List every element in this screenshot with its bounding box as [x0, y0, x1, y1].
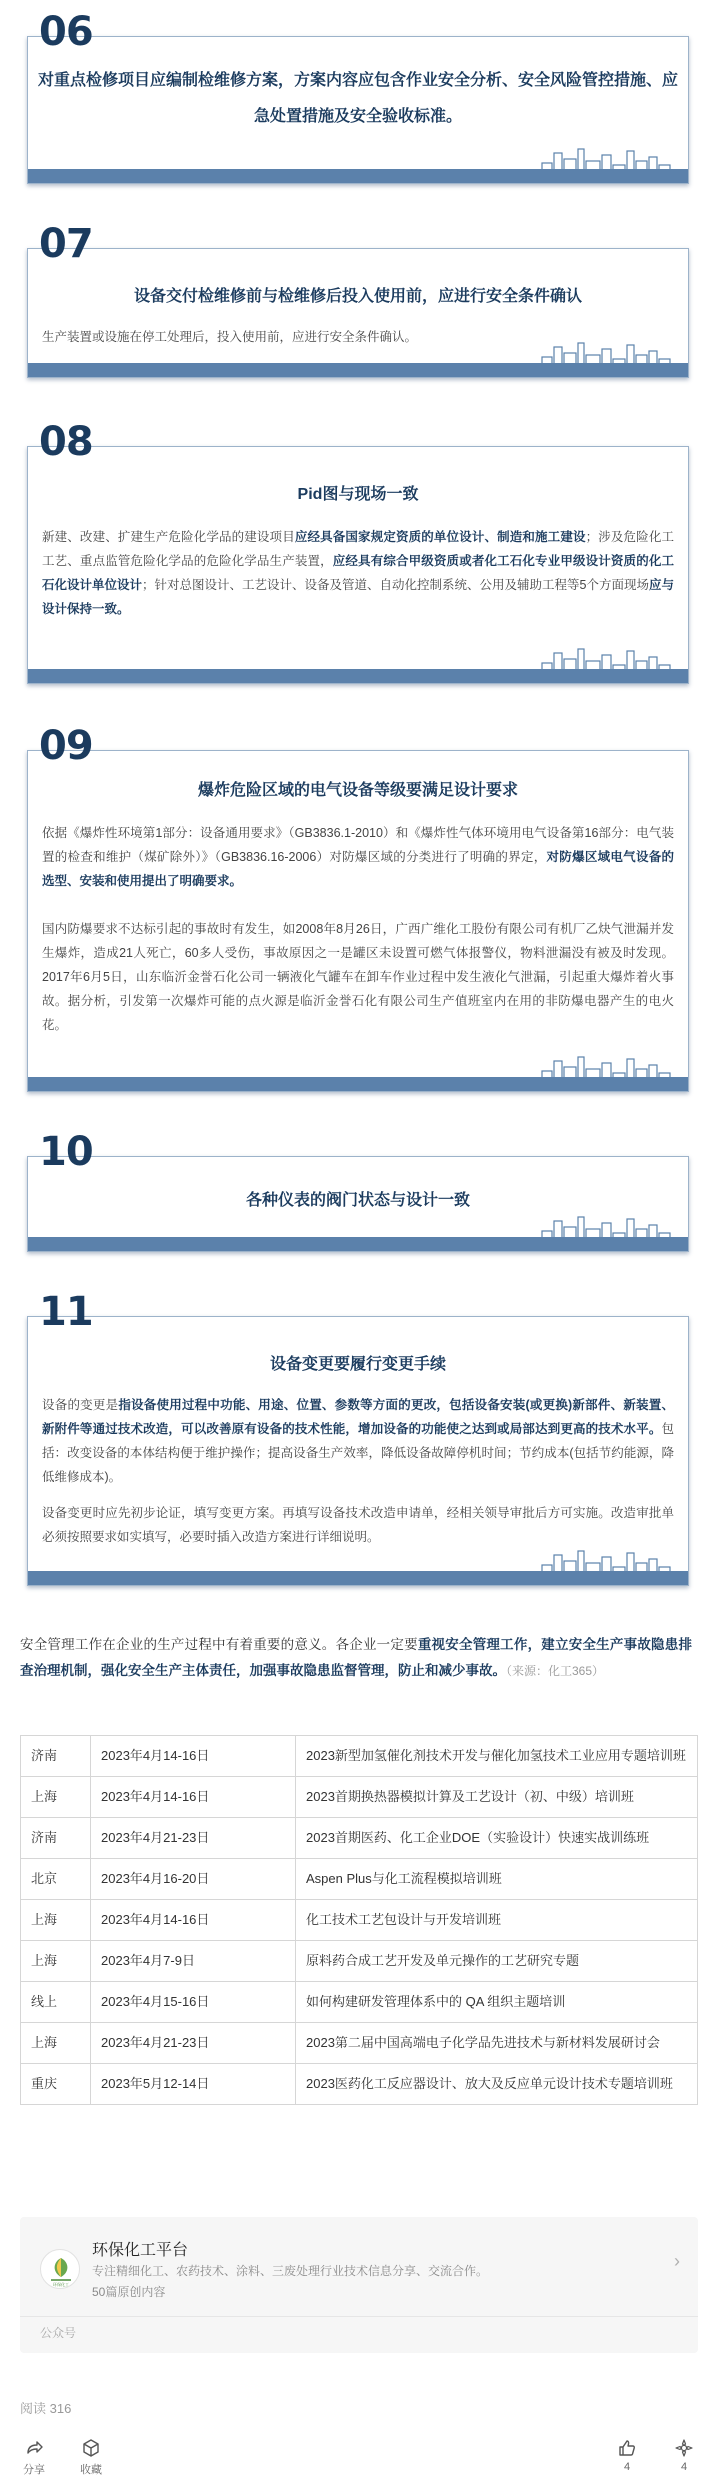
logo-lettering: 环保化工 — [53, 2282, 69, 2287]
bottom-action-bar — [0, 2438, 711, 2490]
section-number: 07 — [39, 221, 93, 267]
body-text: 新建、改建、扩建生产危险化学品的建设项目 — [42, 530, 295, 544]
course-date-cell: 2023年4月14-16日 — [91, 1736, 296, 1777]
section-number: 08 — [39, 419, 93, 465]
table-row — [21, 1736, 698, 1777]
body-bold: 指设备使用过程中功能、用途、位置、参数等方面的更改，包括设备安装(或更换)新部件、新装置、新附件等通过技术改造，可以改善原有设备的技术性能，增加设备的功能使之达到或局部达到更高的技术水平。 — [42, 1398, 674, 1436]
account-logo — [40, 2249, 80, 2289]
card-foot-band — [28, 669, 688, 683]
course-name-cell: 2023首期医药、化工企业DOE（实验设计）快速实战训练班 — [296, 1818, 698, 1859]
table-row — [21, 1982, 698, 2023]
course-name-cell: 2023新型加氢催化剂技术开发与催化加氢技术工业应用专题培训班 — [296, 1736, 698, 1777]
card-frame — [27, 446, 689, 684]
course-date-cell: 2023年4月7-9日 — [91, 1941, 296, 1982]
table-row — [21, 1900, 698, 1941]
share-button[interactable] — [12, 2438, 56, 2477]
table-row — [21, 1859, 698, 1900]
body-bold: 应经具有综合甲级资质或者化工石化专业甲级设计资质的化工石化设计单位设计 — [42, 554, 674, 592]
body-text: ；涉及危险化工工艺、重点监管危险化学品的危险化学品生产装置， — [42, 530, 674, 568]
official-account-card[interactable] — [20, 2217, 698, 2353]
section-number: 06 — [39, 9, 93, 55]
card-frame — [27, 750, 689, 1092]
card-foot-band — [28, 363, 688, 377]
card-title: 各种仪表的阀门状态与设计一致 — [245, 1192, 470, 1209]
course-name-cell: 如何构建研发管理体系中的 QA 组织主题培训 — [296, 1982, 698, 2023]
card-body: 生产装置或设施在停工处理后，投入使用前，应进行安全条件确认。 — [42, 330, 418, 344]
wow-button[interactable] — [662, 2438, 706, 2473]
section-card-08 — [27, 419, 689, 684]
course-name-cell: 2023首期换热器模拟计算及工艺设计（初、中级）培训班 — [296, 1777, 698, 1818]
like-count: 4 — [623, 2461, 631, 2473]
collect-button[interactable] — [69, 2438, 113, 2477]
body-text: 依据《爆炸性环境第1部分：设备通用要求》（GB3836.1-2010）和《爆炸性气体环境用电气设备第16部分：电气装置的检查和维护（煤矿除外）》（GB3836.16-2006）对防爆区域的分类进行了明确的界定， — [42, 826, 674, 864]
body-bold: 应与设计保持一致。 — [42, 578, 674, 616]
body-bold: 对防爆区域电气设备的选型、安装和使用提出了明确要求。 — [42, 850, 674, 888]
account-article-count: 50篇原创内容 — [92, 2285, 166, 2299]
card-body-2: 设备变更时应先初步论证，填写变更方案。再填写设备技术改造申请单，经相关领导审批后方可实施。改造审批单必须按照要求如实填写，必要时插入改造方案进行详细说明。 — [42, 1506, 674, 1544]
like-button[interactable] — [605, 2438, 649, 2473]
course-date-cell: 2023年4月15-16日 — [91, 1982, 296, 2023]
section-card-07 — [27, 221, 689, 378]
divider — [20, 2316, 698, 2317]
body-text: ；针对总图设计、工艺设计、设备及管道、自动化控制系统、公用及辅助工程等5个方面现场 — [142, 578, 649, 592]
course-name-cell: 2023第二届中国高端电子化学品先进技术与新材料发展研讨会 — [296, 2023, 698, 2064]
course-date-cell: 2023年4月14-16日 — [91, 1900, 296, 1941]
course-city-cell: 济南 — [21, 1818, 91, 1859]
body-text: 设备的变更是 — [42, 1398, 119, 1412]
course-date-cell: 2023年5月12-14日 — [91, 2064, 296, 2105]
course-date-cell: 2023年4月21-23日 — [91, 2023, 296, 2064]
body-text: 包括：改变设备的本体结构便于维护操作；提高设备生产效率，降低设备故障停机时间；节约成本(包括节约能源，降低维修成本)。 — [42, 1422, 674, 1484]
read-count: 阅读 316 — [20, 2401, 72, 2416]
training-course-table — [20, 1735, 698, 2105]
thumbs-up-icon — [617, 2438, 637, 2458]
course-city-cell: 上海 — [21, 1777, 91, 1818]
chevron-right-icon[interactable]: › — [674, 2251, 680, 2271]
body-bold: 应经具备国家规定资质的单位设计、制造和施工建设 — [294, 530, 586, 544]
card-body — [42, 821, 674, 893]
card-frame — [27, 36, 689, 184]
account-type-tag: 公众号 — [40, 2326, 77, 2340]
account-description: 专注精细化工、农药技术、涂料、三废处理行业技术信息分享、交流合作。 — [92, 2264, 489, 2278]
section-number: 10 — [39, 1129, 93, 1175]
course-name-cell: 化工技术工艺包设计与开发培训班 — [296, 1900, 698, 1941]
flower-icon — [674, 2438, 694, 2458]
card-foot-band — [28, 169, 688, 183]
section-number: 11 — [39, 1289, 93, 1335]
card-lead-text: 对重点检修项目应编制检维修方案，方案内容应包含作业安全分析、安全风险管控措施、应急处置措施及安全验收标准。 — [38, 72, 679, 125]
card-body — [42, 525, 674, 621]
card-body-2: 国内防爆要求不达标引起的事故时有发生，如2008年8月26日，广西广维化工股份有限公司有机厂乙炔气泄漏并发生爆炸，造成21人死亡，60多人受伤，事故原因之一是罐区未设置可燃气体报警仪，物料泄漏没有被及时发现。2017年6月5日，山东临沂金誉石化公司一辆液化气罐车在卸车作业过程中发生液化气泄漏，引起重大爆炸着火事故。据分析，引发第一次爆炸可能的点火源是临沂金誉石化有限公司生产值班室内在用的非防爆电器产生的电火花。 — [42, 922, 674, 1032]
intro-text: 安全管理工作在企业的生产过程中有着重要的意义。各企业一定要 — [20, 1637, 418, 1652]
wow-count: 4 — [680, 2461, 688, 2473]
card-foot-band — [28, 1571, 688, 1585]
table-row — [21, 2023, 698, 2064]
course-city-cell: 北京 — [21, 1859, 91, 1900]
cube-icon — [81, 2438, 101, 2458]
source-note: （来源：化工365） — [506, 1664, 605, 1678]
course-city-cell: 上海 — [21, 1941, 91, 1982]
section-card-09 — [27, 723, 689, 1092]
card-title: Pid图与现场一致 — [297, 486, 419, 503]
section-card-06 — [27, 9, 689, 184]
table-row — [21, 2064, 698, 2105]
card-frame — [27, 248, 689, 378]
collect-label: 收藏 — [80, 2464, 102, 2476]
card-title: 设备交付检维修前与检维修后投入使用前，应进行安全条件确认 — [133, 288, 582, 305]
card-foot-band — [28, 1237, 688, 1251]
card-foot-band — [28, 1077, 688, 1091]
closing-paragraph — [20, 1632, 692, 1684]
course-city-cell: 济南 — [21, 1736, 91, 1777]
course-city-cell: 上海 — [21, 2023, 91, 2064]
card-frame — [27, 1156, 689, 1252]
card-title: 设备变更要履行变更手续 — [269, 1356, 446, 1373]
course-date-cell: 2023年4月14-16日 — [91, 1777, 296, 1818]
course-name-cell: Aspen Plus与化工流程模拟培训班 — [296, 1859, 698, 1900]
course-name-cell: 原料药合成工艺开发及单元操作的工艺研究专题 — [296, 1941, 698, 1982]
table-row — [21, 1818, 698, 1859]
course-date-cell: 2023年4月21-23日 — [91, 1818, 296, 1859]
card-title: 爆炸危险区域的电气设备等级要满足设计要求 — [197, 782, 518, 799]
course-city-cell: 重庆 — [21, 2064, 91, 2105]
share-label: 分享 — [23, 2464, 45, 2476]
section-number: 09 — [39, 723, 93, 769]
account-name: 环保化工平台 — [92, 2242, 189, 2259]
card-frame — [27, 1316, 689, 1586]
course-name-cell: 2023医药化工反应器设计、放大及反应单元设计技术专题培训班 — [296, 2064, 698, 2105]
table-row — [21, 1941, 698, 1982]
card-body — [42, 1393, 674, 1489]
course-city-cell: 上海 — [21, 1900, 91, 1941]
table-row — [21, 1777, 698, 1818]
leaf-logo-icon — [41, 2250, 80, 2289]
course-city-cell: 线上 — [21, 1982, 91, 2023]
section-card-10 — [27, 1129, 689, 1252]
intro-bold: 重视安全管理工作，建立安全生产事故隐患排查治理机制，强化安全生产主体责任，加强事故隐患监督管理，防止和减少事故。 — [20, 1637, 692, 1678]
course-date-cell: 2023年4月16-20日 — [91, 1859, 296, 1900]
share-icon — [24, 2438, 44, 2458]
section-card-11 — [27, 1289, 689, 1586]
